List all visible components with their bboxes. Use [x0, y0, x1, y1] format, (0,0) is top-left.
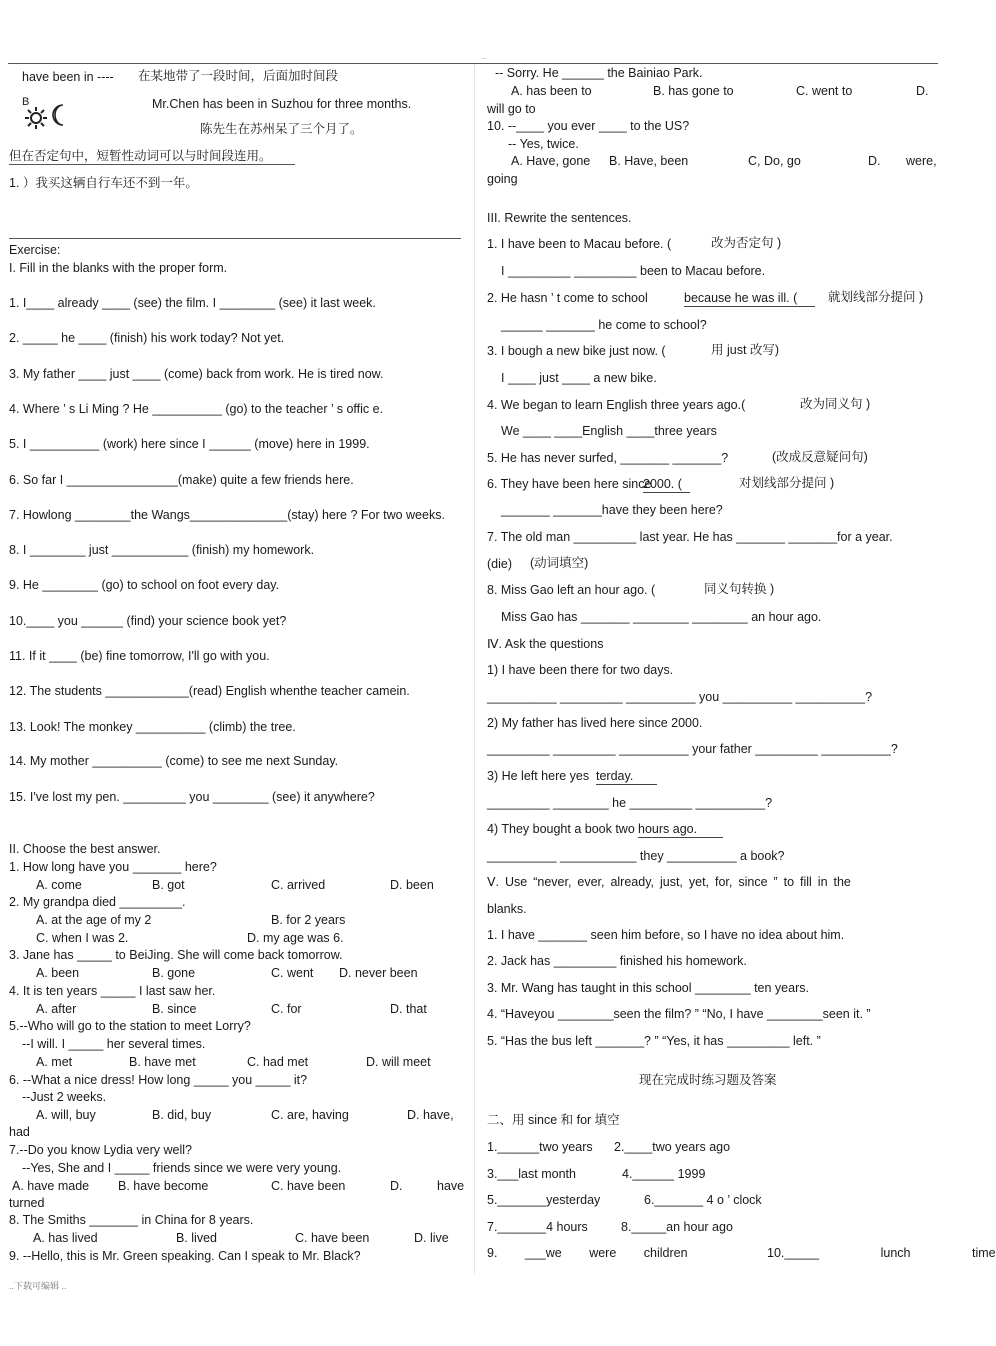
mc-question: 4. It is ten years _____ I last saw her. [9, 984, 216, 998]
rewrite-instruction: 就划线部分提问 ) [828, 290, 924, 304]
mc-option: C. have been [295, 1231, 370, 1245]
mc-option-wrap: had [9, 1125, 30, 1139]
mc-option: C. have been [271, 1179, 346, 1193]
mc-option: A. Have, gone [511, 154, 591, 168]
answers-title: 现在完成时练习题及答案 [639, 1073, 777, 1087]
mc-question: 6. --What a nice dress! How long _____ you _____ it? [9, 1073, 308, 1087]
part4-title: Ⅳ. Ask the questions [487, 637, 604, 651]
fill-item: 7. Howlong ________the Wangs______________(stay) here ? For two weeks. [9, 508, 445, 522]
mc-option: D. my age was 6. [247, 931, 344, 945]
mc-option: B. got [152, 878, 185, 892]
mc-question: 8. The Smiths _______ in China for 8 years. [9, 1213, 254, 1227]
blank-item: 1. I have _______ seen him before, so I have no idea about him. [487, 928, 845, 942]
mc-option: A. been [36, 966, 80, 980]
fill-item: 10.____ you ______ (find) your science book yet? [9, 614, 287, 628]
part5-title-wrap: blanks. [487, 902, 527, 916]
mc-option: C. are, having [271, 1108, 349, 1122]
mc-option: D. live [414, 1231, 449, 1245]
rewrite-underlined: because he was ill. ( [684, 291, 815, 307]
since-for-item: 4.______ 1999 [622, 1167, 706, 1181]
mc-question: 1. How long have you _______ here? [9, 860, 217, 874]
rewrite-item: 5. He has never surfed, _______ _______? [487, 451, 729, 465]
fill-item: 12. The students ____________(read) English whenthe teacher camein. [9, 684, 410, 698]
ask-item: 1) I have been there for two days. [487, 663, 674, 677]
blank-item: 5. “Has the bus left _______? ” “Yes, it has _________ left. ” [487, 1034, 821, 1048]
rewrite-instruction: 改为否定句 ) [711, 236, 782, 250]
note-underline [9, 164, 295, 165]
rewrite-answer: We ____ ____English ____three years [501, 424, 717, 438]
mc-option: B. have become [118, 1179, 209, 1193]
intro-item1: 1. ）我买这辆自行车还不到一年。 [9, 176, 198, 190]
top-rule [8, 63, 938, 64]
mc-option: D. [916, 84, 929, 98]
rewrite-item: 7. The old man _________ last year. He has _______ _______for a year. [487, 530, 893, 544]
part2-title: II. Choose the best answer. [9, 842, 161, 856]
fill-item: 5. I __________ (work) here since I ______ (move) here in 1999. [9, 437, 370, 451]
mc-option: D. that [390, 1002, 427, 1016]
fill-item: 11. If it ____ (be) fine tomorrow, I'll go with you. [9, 649, 270, 663]
rewrite-instruction: 用 just 改写) [711, 343, 780, 357]
mc-option: A. has lived [33, 1231, 98, 1245]
rewrite-answer: I ____ just ____ a new bike. [501, 371, 657, 385]
mc-question-line: --Just 2 weeks. [22, 1090, 107, 1104]
part1-title: I. Fill in the blanks with the proper form. [9, 261, 228, 275]
blank-item: 3. Mr. Wang has taught in this school ________ ten years. [487, 981, 809, 995]
mc-option-wrap: turned [9, 1196, 45, 1210]
rewrite-answer: ______ _______ he come to school? [501, 318, 707, 332]
part3-title: III. Rewrite the sentences. [487, 211, 632, 225]
ask-answer: __________ ___________ they __________ a book? [487, 849, 785, 863]
since-for-item: 10._____ lunch time [767, 1246, 996, 1260]
exercise-heading: Exercise: [9, 243, 61, 257]
mc-option: were, [906, 154, 937, 168]
ask-item: 2) My father has lived here since 2000. [487, 716, 703, 730]
rewrite-instruction: 对划线部分提问 ) [739, 476, 835, 490]
fill-item: 15. I've lost my pen. _________ you ________ (see) it anywhere? [9, 790, 375, 804]
mc-question: 10. --____ you ever ____ to the US? [487, 119, 690, 133]
since-for-item: 7._______4 hours [487, 1220, 588, 1234]
blank-item: 4. “Haveyou ________seen the film? ” “No, I have ________seen it. ” [487, 1007, 871, 1021]
mc-question-line: --Yes, She and I _____ friends since we were very young. [22, 1161, 342, 1175]
ask-item: 3) He left here yes [487, 769, 590, 783]
rewrite-instruction: 改为同义句 ) [800, 397, 871, 411]
rewrite-item: 8. Miss Gao left an hour ago. ( [487, 583, 656, 597]
rewrite-underlined: 2000. ( [643, 477, 690, 493]
since-for-item: 1.______two years [487, 1140, 593, 1154]
column-divider [474, 64, 475, 1274]
mc-option: C. arrived [271, 878, 326, 892]
mc-option: A. after [36, 1002, 77, 1016]
rewrite-item: 6. They have been here since [487, 477, 652, 491]
mc-option: D. have, [407, 1108, 454, 1122]
ask-answer: _________ ________ he _________ __________? [487, 796, 773, 810]
rewrite-item: 3. I bough a new bike just now. ( [487, 344, 666, 358]
fill-item: 3. My father ____ just ____ (come) back from work. He is tired now. [9, 367, 384, 381]
sun-icon [24, 106, 48, 130]
fill-item: 2. _____ he ____ (finish) his work today? Not yet. [9, 331, 285, 345]
fill-item: 14. My mother __________ (come) to see me next Sunday. [9, 754, 339, 768]
mc-option: A. come [36, 878, 82, 892]
ask-item: 4) They bought a book two [487, 822, 635, 836]
mc-option: B. since [152, 1002, 197, 1016]
intro-b-label: B [22, 96, 30, 108]
fill-item: 6. So far I ________________(make) quite a few friends here. [9, 473, 354, 487]
ask-underlined: terday. [596, 769, 657, 785]
since-for-item: 2.____two years ago [614, 1140, 731, 1154]
rewrite-item: 4. We began to learn English three years ago.( [487, 398, 746, 412]
rewrite-item-wrap: (die) [487, 557, 513, 571]
mc-option: C. went [271, 966, 314, 980]
since-for-item: 5._______yesterday [487, 1193, 601, 1207]
mc-option: A. met [36, 1055, 73, 1069]
mc-option-wrap: will go to [487, 102, 536, 116]
fill-item: 1. I____ already ____ (see) the film. I ________ (see) it last week. [9, 296, 376, 310]
mc-option: D. never been [339, 966, 418, 980]
rewrite-item: 2. He hasn ’ t come to school [487, 291, 648, 305]
mc-option: B. lived [176, 1231, 217, 1245]
since-for-item: 8._____an hour ago [621, 1220, 733, 1234]
mc-option-wrap: going [487, 172, 518, 186]
mc-option: C. when I was 2. [36, 931, 129, 945]
mc-option: B. have met [129, 1055, 196, 1069]
mc-option: A. has been to [511, 84, 592, 98]
mc-question: 3. Jane has _____ to BeiJing. She will come back tomorrow. [9, 948, 343, 962]
mc-option: C. went to [796, 84, 853, 98]
intro-note-cn: 但在否定句中，短暂性动词可以与时间段连用。 [9, 149, 272, 163]
moon-icon [48, 103, 72, 127]
section2-title: 二、用 since 和 for 填空 [487, 1113, 620, 1127]
mc-option: have [437, 1179, 465, 1193]
mc-question: 2. My grandpa died _________. [9, 895, 186, 909]
ask-underlined: hours ago. [638, 822, 723, 838]
blank-item: 2. Jack has _________ finished his homework. [487, 954, 747, 968]
intro-example-cn: 陈先生在苏州呆了三个月了。 [200, 122, 363, 136]
rewrite-instruction: 同义句转换 ) [704, 582, 775, 596]
mc-option: D. [390, 1179, 403, 1193]
mc-option: B. gone [152, 966, 196, 980]
intro-line1-cn: 在某地带了一段时间，后面加时间段 [138, 69, 339, 83]
mc-option: A. will, buy [36, 1108, 96, 1122]
since-for-item: 3.___last month [487, 1167, 576, 1181]
answer-line [9, 238, 461, 239]
mc-option: B. Have, been [609, 154, 689, 168]
rewrite-instruction: (改成反意疑问句) [772, 450, 868, 464]
mc-question-line: --I will. I _____ her several times. [22, 1037, 206, 1051]
mc-option: B. did, buy [152, 1108, 212, 1122]
mc-option: B. has gone to [653, 84, 734, 98]
fill-item: 13. Look! The monkey __________ (climb) the tree. [9, 720, 296, 734]
mc-option: D. been [390, 878, 434, 892]
mc-option: C, Do, go [748, 154, 801, 168]
ask-answer: _________ _________ __________ your father _________ __________? [487, 742, 898, 756]
mc-option: D. [868, 154, 881, 168]
ask-answer: __________ _________ __________ you __________ __________? [487, 690, 873, 704]
rewrite-item: 1. I have been to Macau before. ( [487, 237, 672, 251]
rewrite-instruction: (动词填空) [530, 556, 589, 570]
mc-option: C. had met [247, 1055, 309, 1069]
mc-question: 5.--Who will go to the station to meet Lorry? [9, 1019, 251, 1033]
rewrite-answer: _______ _______have they been here? [501, 503, 723, 517]
fill-item: 9. He ________ (go) to school on foot every day. [9, 578, 280, 592]
footer-text: ..下载可编辑 .. [9, 1281, 67, 1291]
mc-option: B. for 2 years [271, 913, 346, 927]
top-marker: .. [482, 52, 487, 61]
mc-question-line: -- Yes, twice. [508, 137, 579, 151]
mc-option: A. have made [12, 1179, 90, 1193]
intro-example-en: Mr.Chen has been in Suzhou for three months. [152, 97, 412, 111]
rewrite-answer: I _________ _________ been to Macau before. [501, 264, 766, 278]
mc-question: 7.--Do you know Lydia very well? [9, 1143, 192, 1157]
since-for-item: 6._______ 4 o ’ clock [644, 1193, 762, 1207]
mc-question: 9. --Hello, this is Mr. Green speaking. Can I speak to Mr. Black? [9, 1249, 361, 1263]
mc-option: A. at the age of my 2 [36, 913, 152, 927]
fill-item: 4. Where ’ s Li Ming ? He __________ (go) to the teacher ’ s offic e. [9, 402, 384, 416]
mc-question-line: -- Sorry. He ______ the Bainiao Park. [495, 66, 703, 80]
part5-title: Ⅴ. Use “never, ever, already, just, yet, for, since ” to fill in the [487, 875, 851, 889]
fill-item: 8. I ________ just ___________ (finish) my homework. [9, 543, 315, 557]
intro-line1: have been in ---- [22, 70, 114, 84]
mc-option: D. will meet [366, 1055, 431, 1069]
rewrite-answer: Miss Gao has _______ ________ ________ an hour ago. [501, 610, 822, 624]
since-for-item: 9. ___we were children [487, 1246, 688, 1260]
mc-option: C. for [271, 1002, 302, 1016]
